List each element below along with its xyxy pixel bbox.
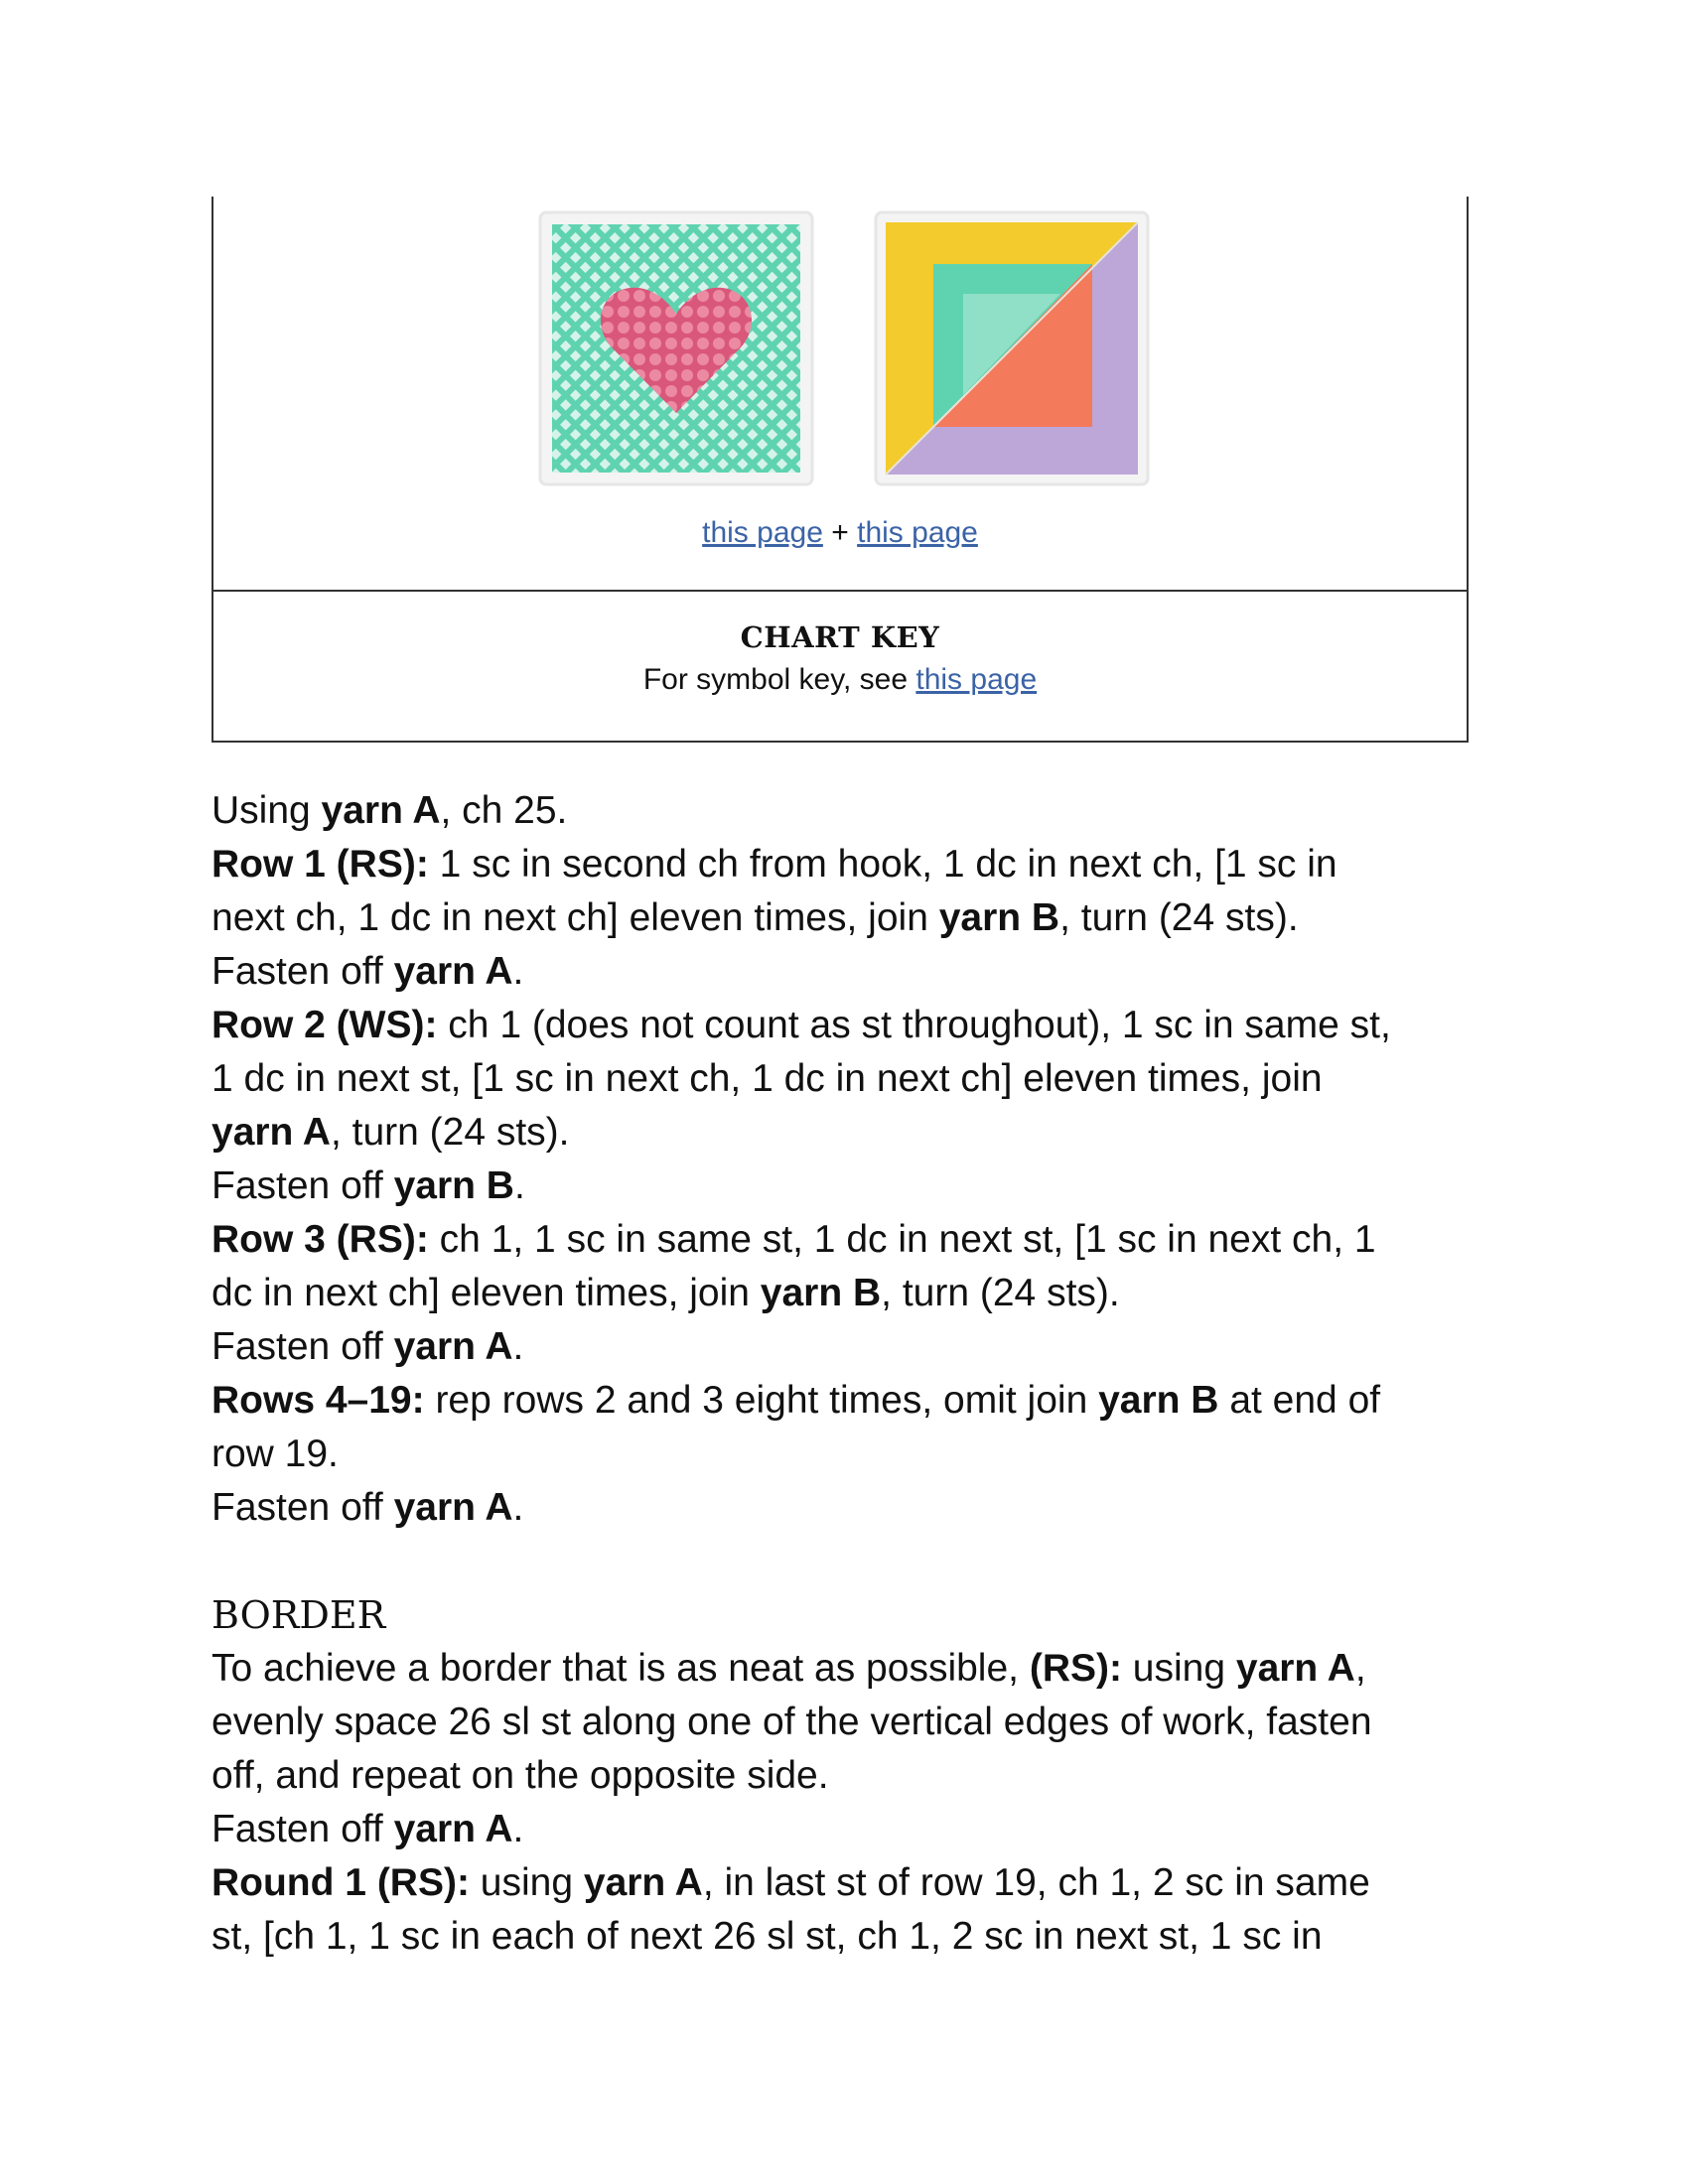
instruction-line [211,1481,1502,1535]
yarn-label: yarn B [1098,1379,1219,1422]
instruction-line [211,1856,1502,1910]
text: using [1121,1647,1236,1690]
text: dc in next ch] eleven times, join [211,1272,761,1314]
yarn-label: yarn B [938,896,1060,939]
instruction-line [211,1374,1502,1428]
yarn-label: yarn A [393,950,513,993]
instruction-line [211,1642,1502,1696]
crochet-squares-image [536,208,1152,496]
instruction-line [211,999,1502,1052]
instruction-line [211,945,1502,999]
text: . [512,1325,524,1368]
figure-link-2[interactable]: this page [857,516,978,549]
text: Using [211,789,322,832]
instruction-line [211,838,1502,891]
instruction-line [211,891,1502,945]
yarn-label: yarn A [321,789,441,832]
instruction-line [211,1803,1502,1856]
yarn-label: yarn B [760,1272,882,1314]
text: evenly space 26 sl st along one of the vertical edges of work, fasten [211,1701,1372,1743]
yarn-label: yarn A [393,1486,513,1529]
instruction-line [211,1910,1502,1964]
heart-square-image [536,208,816,488]
text: Fasten off [211,1164,394,1207]
figure-link-1[interactable]: this page [702,516,823,549]
chart-key-title: CHART KEY [740,620,940,654]
chart-key-label: For symbol key, see [642,663,916,696]
instruction-line [211,784,1502,838]
chart-key-link[interactable]: this page [915,663,1038,696]
instruction-line [211,1696,1502,1749]
instruction-line [211,1106,1502,1160]
text: at end of [1218,1379,1381,1422]
text: . [512,1808,524,1850]
row-label: Row 2 (WS): [211,1004,438,1046]
text: , in last st of row 19, ch 1, 2 sc in same [702,1861,1370,1904]
text: To achieve a border that is as neat as possible, [211,1647,1030,1690]
plus-separator: + [831,516,849,549]
yarn-label: yarn A [211,1111,331,1154]
figure-source-links [211,516,1469,550]
instruction-line [211,1428,1502,1481]
text: , turn (24 sts). [330,1111,570,1154]
text: , ch 25. [440,789,568,832]
text: Fasten off [211,950,394,993]
pattern-instructions [211,784,1502,1964]
text: next ch, 1 dc in next ch] eleven times, join [211,896,939,939]
text: Fasten off [211,1486,394,1529]
instruction-line [211,1320,1502,1374]
triangle-square-image [872,208,1152,488]
text: off, and repeat on the opposite side. [211,1754,829,1797]
yarn-label: yarn A [393,1325,513,1368]
text: . [512,1486,524,1529]
instruction-line [211,1267,1502,1320]
text: , turn (24 sts). [1059,896,1299,939]
row-label: Row 3 (RS): [211,1218,429,1261]
border-heading: BORDER [211,1593,386,1637]
text: st, [ch 1, 1 sc in each of next 26 sl st, ch 1, 2 sc in next st, 1 sc in [211,1915,1323,1958]
row-label: Round 1 (RS): [211,1861,470,1904]
text: , [1354,1647,1366,1690]
text: using [469,1861,584,1904]
text: ch 1, 1 sc in same st, 1 dc in next st, [1 sc in next ch, 1 [428,1218,1376,1261]
yarn-label: yarn A [1235,1647,1355,1690]
yarn-label: yarn B [393,1164,514,1207]
chart-key-text [211,663,1469,697]
row-label: (RS): [1029,1647,1122,1690]
text: , turn (24 sts). [881,1272,1120,1314]
row-label: Row 1 (RS): [211,843,429,886]
yarn-label: yarn A [583,1861,703,1904]
spacer [211,1535,1502,1588]
text: Fasten off [211,1325,394,1368]
text: row 19. [211,1433,339,1475]
instruction-line [211,1052,1502,1106]
text: . [513,1164,525,1207]
yarn-label: yarn A [393,1808,513,1850]
instruction-line [211,1160,1502,1213]
text: 1 sc in second ch from hook, 1 dc in next ch, [1 sc in [428,843,1337,886]
text: ch 1 (does not count as st throughout), 1 sc in same st, [437,1004,1391,1046]
instruction-line [211,1749,1502,1803]
row-label: Rows 4–19: [211,1379,425,1422]
text: . [512,950,524,993]
instruction-line [211,1213,1502,1267]
text: Fasten off [211,1808,394,1850]
text: rep rows 2 and 3 eight times, omit join [424,1379,1099,1422]
text: 1 dc in next st, [1 sc in next ch, 1 dc in next ch] eleven times, join [211,1057,1323,1100]
